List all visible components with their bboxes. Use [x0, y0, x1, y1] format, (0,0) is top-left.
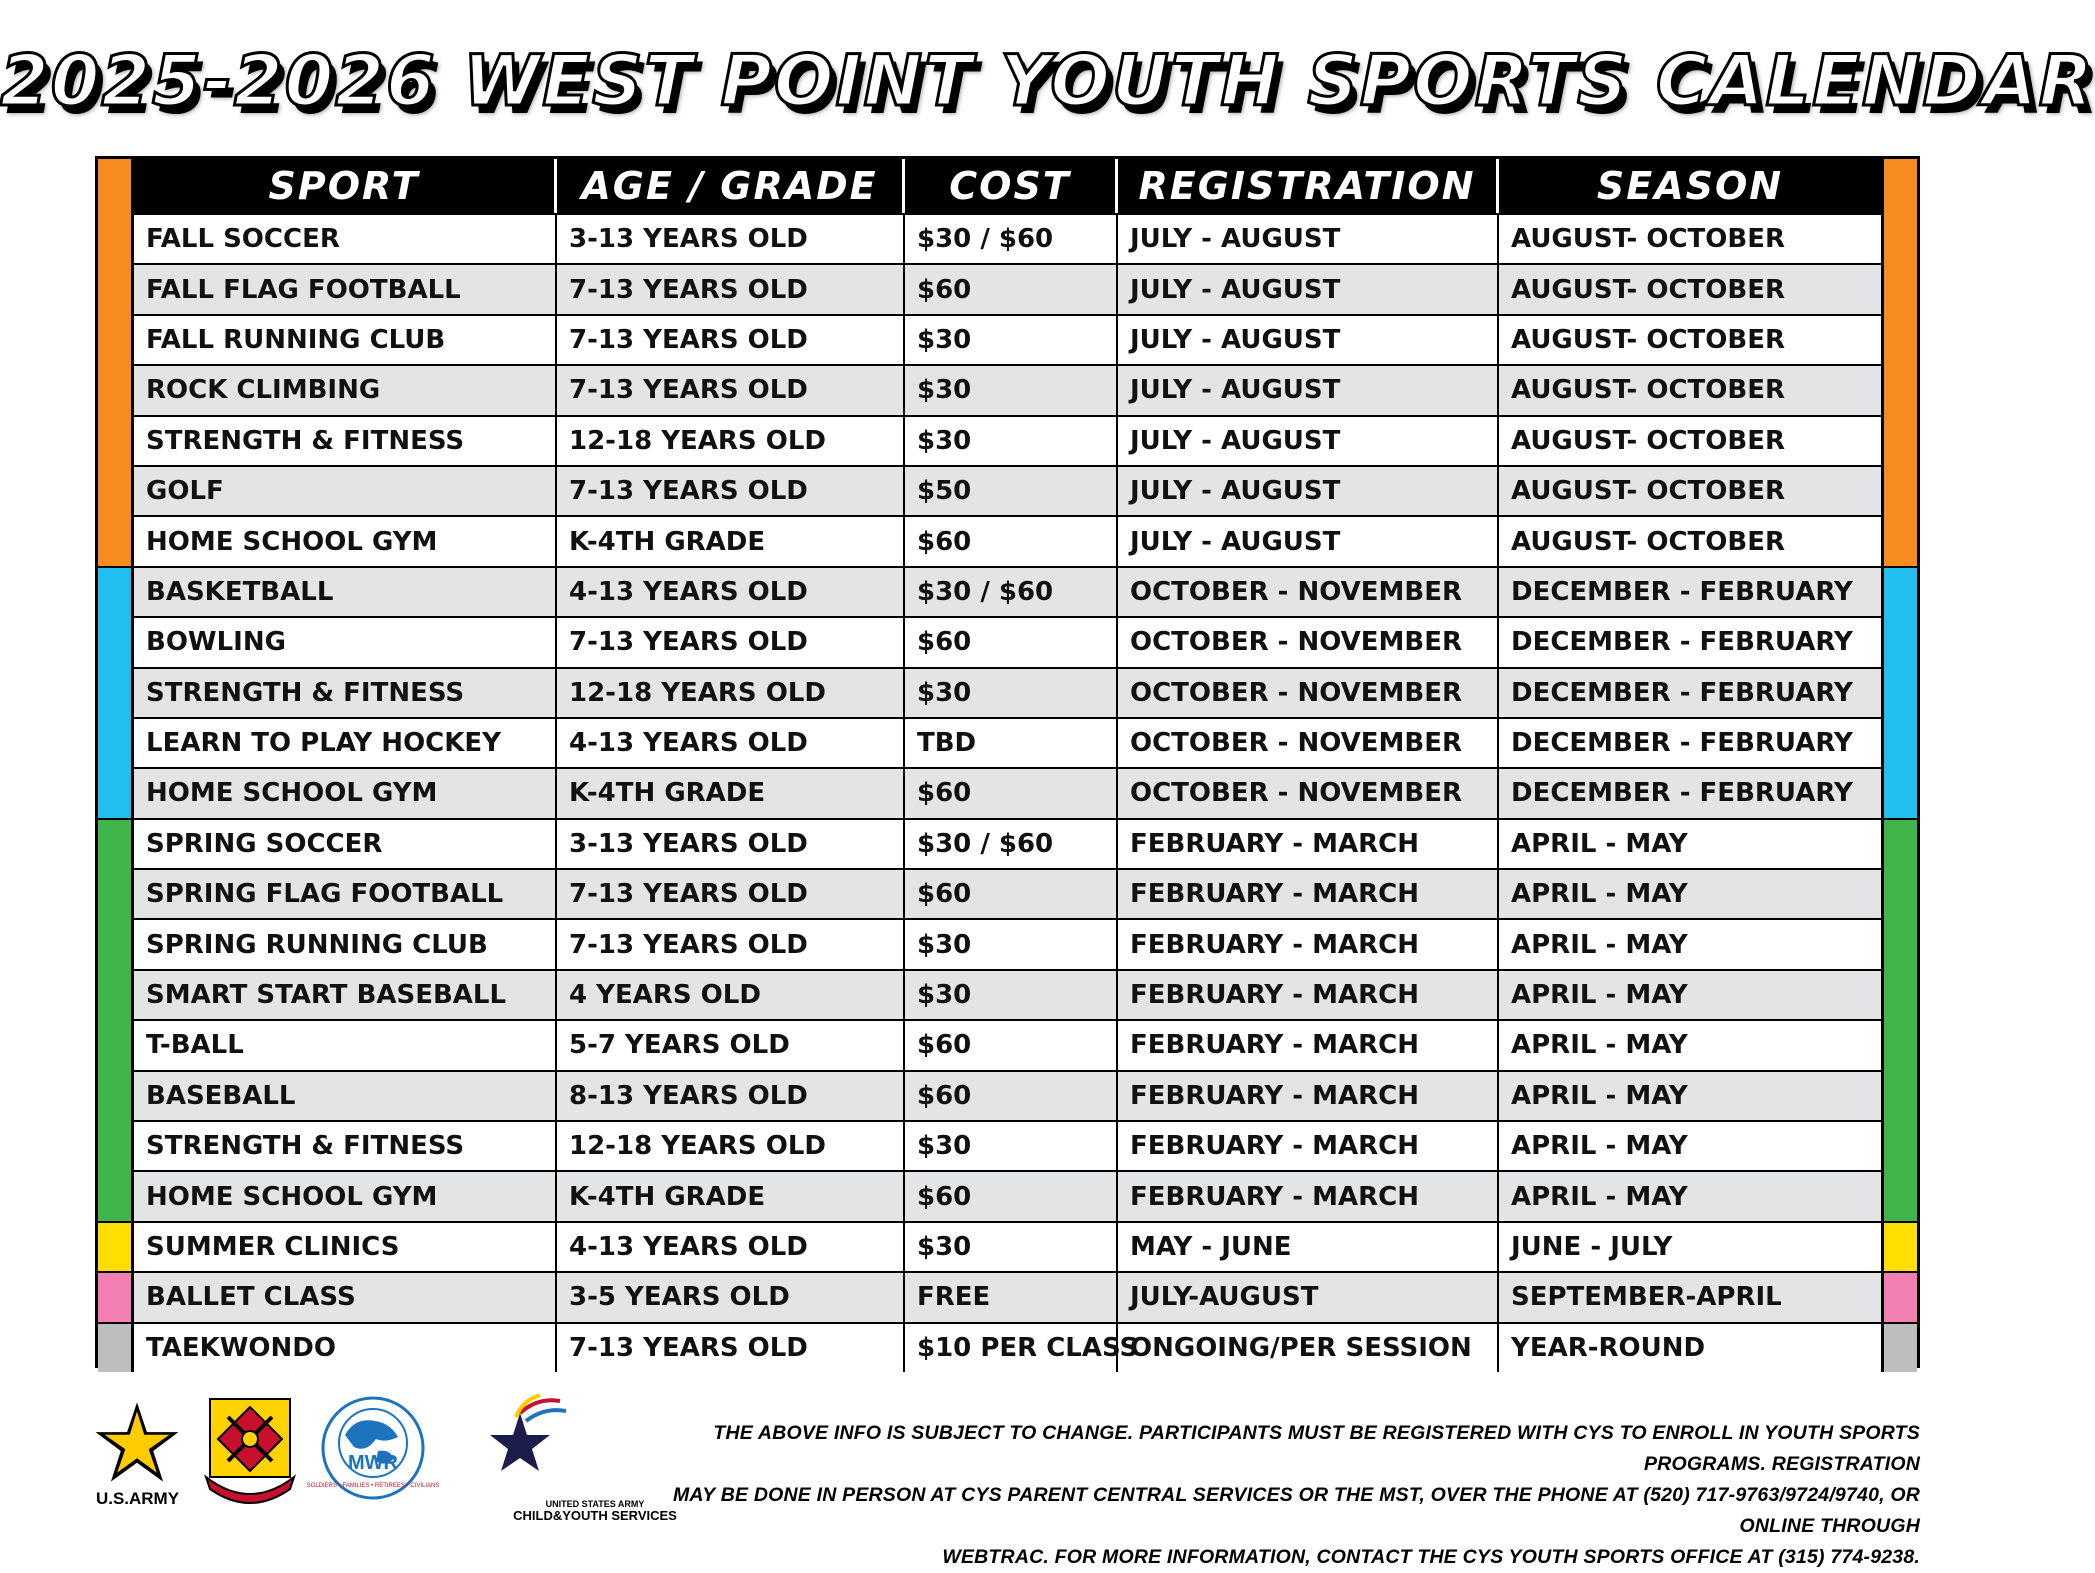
cell-season: DECEMBER - FEBRUARY	[1511, 728, 1853, 759]
disclaimer-line-2: MAY BE DONE IN PERSON AT CYS PARENT CENTRAL SERVICES OR THE MST, OVER THE PHONE AT (520) 717-9763/9724/9740, OR ONLINE THROUGH	[672, 1484, 1920, 1537]
schedule-table	[131, 159, 1884, 1372]
cell-age-grade: 12-18 YEARS OLD	[557, 669, 905, 717]
header-season: SEASON	[1596, 164, 1784, 208]
cell-sport: SPRING RUNNING CLUB	[134, 920, 557, 968]
cell-age-grade: 4 YEARS OLD	[557, 971, 905, 1019]
table-header-row	[134, 159, 1881, 213]
cell-age-grade: 7-13 YEARS OLD	[557, 1324, 905, 1372]
cell-season: AUGUST- OCTOBER	[1511, 324, 1785, 355]
cell-registration: FEBRUARY - MARCH	[1118, 1122, 1499, 1170]
table-row	[134, 1170, 1881, 1220]
table-row	[134, 515, 1881, 565]
cell-season: JUNE - JULY	[1511, 1232, 1673, 1262]
table-row	[134, 1070, 1881, 1120]
cell-cost: $60	[905, 1172, 1118, 1220]
cell-cost: $60	[905, 1021, 1118, 1069]
cell-season: APRIL - MAY	[1511, 980, 1688, 1011]
cell-age-grade: K-4TH GRADE	[557, 517, 905, 565]
table-row	[134, 918, 1881, 968]
season-bar-spring	[98, 818, 131, 1221]
table-row	[134, 415, 1881, 465]
cell-cost: $30	[905, 920, 1118, 968]
cell-age-grade: 4-13 YEARS OLD	[557, 719, 905, 767]
cell-season: AUGUST- OCTOBER	[1511, 526, 1785, 557]
cell-season: DECEMBER - FEBRUARY	[1511, 627, 1853, 658]
cell-age-grade: 12-18 YEARS OLD	[557, 417, 905, 465]
cell-cost: $60	[905, 265, 1118, 313]
cell-cost: $30 / $60	[905, 820, 1118, 868]
cell-sport: FALL FLAG FOOTBALL	[134, 265, 557, 313]
cell-age-grade: 12-18 YEARS OLD	[557, 1122, 905, 1170]
cell-age-grade: 7-13 YEARS OLD	[557, 920, 905, 968]
cell-cost: $30	[905, 1223, 1118, 1271]
cell-registration: FEBRUARY - MARCH	[1118, 1172, 1499, 1220]
cell-sport: STRENGTH & FITNESS	[134, 417, 557, 465]
disclaimer-line-3: WEBTRAC. FOR MORE INFORMATION, CONTACT THE CYS YOUTH SPORTS OFFICE AT (315) 774-9238.	[942, 1546, 1920, 1568]
cell-sport: TAEKWONDO	[134, 1324, 557, 1372]
sponsor-logos	[90, 1395, 677, 1525]
season-bar-summer	[1884, 1221, 1917, 1271]
cell-sport: ROCK CLIMBING	[134, 366, 557, 414]
cell-age-grade: 7-13 YEARS OLD	[557, 316, 905, 364]
us-army-star-logo	[92, 1397, 182, 1487]
table-row	[134, 818, 1881, 868]
cell-registration: JULY - AUGUST	[1118, 265, 1499, 313]
header-cost: COST	[905, 159, 1118, 213]
cell-registration: FEBRUARY - MARCH	[1118, 1021, 1499, 1069]
cell-season: AUGUST- OCTOBER	[1511, 224, 1785, 255]
cell-age-grade: 5-7 YEARS OLD	[557, 1021, 905, 1069]
cell-registration: JULY-AUGUST	[1118, 1273, 1499, 1321]
cell-sport: FALL SOCCER	[134, 215, 557, 263]
cell-sport: STRENGTH & FITNESS	[134, 1122, 557, 1170]
cell-cost: $60	[905, 517, 1118, 565]
season-bar-ballet	[1884, 1271, 1917, 1321]
cell-season: APRIL - MAY	[1511, 828, 1688, 859]
table-body	[134, 213, 1881, 1372]
cell-registration: OCTOBER - NOVEMBER	[1118, 568, 1499, 616]
svg-text:SOLDIERS • FAMILIES • RETIREES: SOLDIERS • FAMILIES • RETIREES • CIVILIANS	[306, 1483, 440, 1489]
table-row	[134, 1322, 1881, 1372]
cell-age-grade: 7-13 YEARS OLD	[557, 870, 905, 918]
army-mwr-logo	[306, 1395, 440, 1501]
header-age-grade: AGE / GRADE	[557, 159, 905, 213]
cell-sport: FALL RUNNING CLUB	[134, 316, 557, 364]
cell-season: DECEMBER - FEBRUARY	[1511, 778, 1853, 809]
season-bar-spring	[1884, 818, 1917, 1221]
cell-season: APRIL - MAY	[1511, 1080, 1688, 1111]
cell-cost: $10 PER CLASS	[905, 1324, 1118, 1372]
cell-cost: $30	[905, 417, 1118, 465]
table-row	[134, 969, 1881, 1019]
cell-cost: $30	[905, 316, 1118, 364]
table-row	[134, 314, 1881, 364]
disclaimer-line-1: THE ABOVE INFO IS SUBJECT TO CHANGE. PARTICIPANTS MUST BE REGISTERED WITH CYS TO ENROLL IN YOUTH SPORTS PROGRAMS. REGISTRATION	[713, 1422, 1920, 1475]
cell-age-grade: 7-13 YEARS OLD	[557, 618, 905, 666]
cell-cost: $50	[905, 467, 1118, 515]
cell-registration: OCTOBER - NOVEMBER	[1118, 769, 1499, 817]
cell-registration: FEBRUARY - MARCH	[1118, 820, 1499, 868]
cell-sport: GOLF	[134, 467, 557, 515]
cell-sport: BALLET CLASS	[134, 1273, 557, 1321]
table-row	[134, 767, 1881, 817]
season-bar-summer	[98, 1221, 131, 1271]
cell-age-grade: 7-13 YEARS OLD	[557, 467, 905, 515]
cell-sport: STRENGTH & FITNESS	[134, 669, 557, 717]
cell-registration: JULY - AUGUST	[1118, 366, 1499, 414]
header-registration: REGISTRATION	[1118, 159, 1499, 213]
cell-age-grade: 7-13 YEARS OLD	[557, 265, 905, 313]
cell-season: AUGUST- OCTOBER	[1511, 476, 1785, 507]
cell-cost: TBD	[905, 719, 1118, 767]
table-row	[134, 263, 1881, 313]
table-row	[134, 667, 1881, 717]
season-bar-winter	[1884, 566, 1917, 818]
cell-season: YEAR-ROUND	[1511, 1332, 1706, 1363]
cell-cost: $30	[905, 366, 1118, 414]
cell-cost: $60	[905, 769, 1118, 817]
season-bar-fall	[1884, 159, 1917, 566]
season-bar-yearround	[1884, 1322, 1917, 1372]
cell-cost: $30	[905, 669, 1118, 717]
cell-season: APRIL - MAY	[1511, 929, 1688, 960]
cell-age-grade: K-4TH GRADE	[557, 769, 905, 817]
cell-sport: T-BALL	[134, 1021, 557, 1069]
cell-season: DECEMBER - FEBRUARY	[1511, 576, 1853, 607]
cell-registration: JULY - AUGUST	[1118, 215, 1499, 263]
table-row	[134, 1221, 1881, 1271]
cell-season: APRIL - MAY	[1511, 1131, 1688, 1162]
cell-age-grade: 3-5 YEARS OLD	[557, 1273, 905, 1321]
cell-season: AUGUST- OCTOBER	[1511, 274, 1785, 305]
cell-sport: BOWLING	[134, 618, 557, 666]
cell-cost: $60	[905, 1072, 1118, 1120]
cell-season: AUGUST- OCTOBER	[1511, 425, 1785, 456]
cell-age-grade: 3-13 YEARS OLD	[557, 820, 905, 868]
cell-cost: FREE	[905, 1273, 1118, 1321]
cell-registration: FEBRUARY - MARCH	[1118, 870, 1499, 918]
cell-season: DECEMBER - FEBRUARY	[1511, 677, 1853, 708]
cell-sport: BASKETBALL	[134, 568, 557, 616]
cell-sport: SUMMER CLINICS	[134, 1223, 557, 1271]
table-row	[134, 364, 1881, 414]
table-row	[134, 1271, 1881, 1321]
table-row	[134, 1019, 1881, 1069]
table-row	[134, 213, 1881, 263]
cell-registration: OCTOBER - NOVEMBER	[1118, 719, 1499, 767]
garrison-crest-logo	[200, 1393, 300, 1511]
us-army-label: U.S.ARMY	[95, 1489, 180, 1508]
season-bar-fall	[98, 159, 131, 566]
table-row	[134, 616, 1881, 666]
cys-label-bottom: CHILD&YOUTH SERVICES	[513, 1508, 677, 1523]
cell-season: SEPTEMBER-APRIL	[1511, 1282, 1782, 1313]
season-bar-yearround	[98, 1322, 131, 1372]
cell-registration: FEBRUARY - MARCH	[1118, 920, 1499, 968]
cell-age-grade: 8-13 YEARS OLD	[557, 1072, 905, 1120]
cell-registration: JULY - AUGUST	[1118, 316, 1499, 364]
cys-label-top: UNITED STATES ARMY	[545, 1499, 645, 1509]
cell-registration: MAY - JUNE	[1118, 1223, 1499, 1271]
cell-age-grade: K-4TH GRADE	[557, 1172, 905, 1220]
cell-season: APRIL - MAY	[1511, 1030, 1688, 1061]
cell-registration: FEBRUARY - MARCH	[1118, 971, 1499, 1019]
cell-age-grade: 7-13 YEARS OLD	[557, 366, 905, 414]
cell-season: APRIL - MAY	[1511, 1181, 1688, 1212]
cell-age-grade: 4-13 YEARS OLD	[557, 568, 905, 616]
table-row	[134, 717, 1881, 767]
cell-sport: SMART START BASEBALL	[134, 971, 557, 1019]
cell-sport: HOME SCHOOL GYM	[134, 517, 557, 565]
cell-season: AUGUST- OCTOBER	[1511, 375, 1785, 406]
cell-sport: LEARN TO PLAY HOCKEY	[134, 719, 557, 767]
cell-registration: OCTOBER - NOVEMBER	[1118, 669, 1499, 717]
cell-cost: $30	[905, 971, 1118, 1019]
cell-registration: JULY - AUGUST	[1118, 417, 1499, 465]
svg-text:MWR: MWR	[348, 1452, 398, 1474]
cell-registration: JULY - AUGUST	[1118, 517, 1499, 565]
disclaimer-text	[640, 1418, 1920, 1573]
cell-sport: HOME SCHOOL GYM	[134, 1172, 557, 1220]
cell-registration: FEBRUARY - MARCH	[1118, 1072, 1499, 1120]
cell-sport: BASEBALL	[134, 1072, 557, 1120]
child-youth-services-logo	[460, 1395, 590, 1495]
cell-cost: $30 / $60	[905, 215, 1118, 263]
cell-age-grade: 4-13 YEARS OLD	[557, 1223, 905, 1271]
cell-registration: JULY - AUGUST	[1118, 467, 1499, 515]
table-row	[134, 1120, 1881, 1170]
cell-cost: $60	[905, 870, 1118, 918]
header-sport: SPORT	[134, 159, 557, 213]
cell-cost: $30	[905, 1122, 1118, 1170]
season-bar-winter	[98, 566, 131, 818]
cell-sport: SPRING SOCCER	[134, 820, 557, 868]
table-row	[134, 465, 1881, 515]
cell-cost: $30 / $60	[905, 568, 1118, 616]
cell-age-grade: 3-13 YEARS OLD	[557, 215, 905, 263]
table-row	[134, 566, 1881, 616]
cell-cost: $60	[905, 618, 1118, 666]
sports-calendar-table	[95, 156, 1920, 1368]
cell-sport: SPRING FLAG FOOTBALL	[134, 870, 557, 918]
cell-registration: ONGOING/PER SESSION	[1118, 1324, 1499, 1372]
cell-sport: HOME SCHOOL GYM	[134, 769, 557, 817]
season-bar-ballet	[98, 1271, 131, 1321]
table-row	[134, 868, 1881, 918]
cell-season: APRIL - MAY	[1511, 879, 1688, 910]
page-title: 2025-2026 WEST POINT YOUTH SPORTS CALENDAR	[0, 40, 2095, 122]
cell-registration: OCTOBER - NOVEMBER	[1118, 618, 1499, 666]
